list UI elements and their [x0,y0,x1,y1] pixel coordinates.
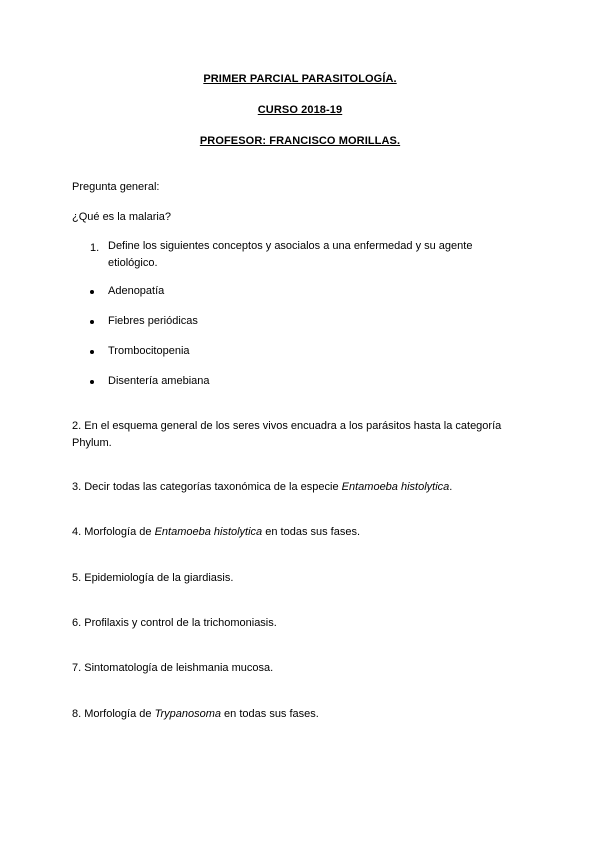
question-2: 2. En el esquema general de los seres vivos encuadra a los parásitos hasta la categoría Phylum. [72,420,502,449]
species-name: Entamoeba histolytica [154,526,263,538]
genus-name: Trypanosoma [154,708,221,720]
bullet-icon [90,290,94,294]
general-question-label: Pregunta general: [72,181,160,193]
question-4: 4. Morfología de Entamoeba histolytica en todas sus fases. [72,526,361,538]
general-question: ¿Qué es la malaria? [72,211,172,223]
course-year: CURSO 2018-19 [257,104,343,116]
bullet-item: Fiebres periódicas [108,315,198,327]
professor-name: PROFESOR: FRANCISCO MORILLAS. [199,135,401,147]
bullet-icon [90,380,94,384]
question-7: 7. Sintomatología de leishmania mucosa. [72,662,274,674]
species-name: Entamoeba histolytica [341,481,450,493]
question-1-text: Define los siguientes conceptos y asocialos a una enfermedad y su agente etiológico. [108,240,473,269]
exam-title: PRIMER PARCIAL PARASITOLOGÍA. [203,73,397,85]
bullet-item: Trombocitopenia [108,345,190,357]
question-6: 6. Profilaxis y control de la trichomoniasis. [72,617,277,629]
bullet-icon [90,320,94,324]
bullet-item: Adenopatía [108,285,165,297]
question-8: 8. Morfología de Trypanosoma en todas sus fases. [72,708,319,720]
question-5: 5. Epidemiología de la giardiasis. [72,572,234,584]
bullet-item: Disentería amebiana [108,375,210,387]
question-3: 3. Decir todas las categorías taxonómica de la especie Entamoeba histolytica. [72,481,453,493]
bullet-icon [90,350,94,354]
question-1-number: 1. [90,242,100,254]
